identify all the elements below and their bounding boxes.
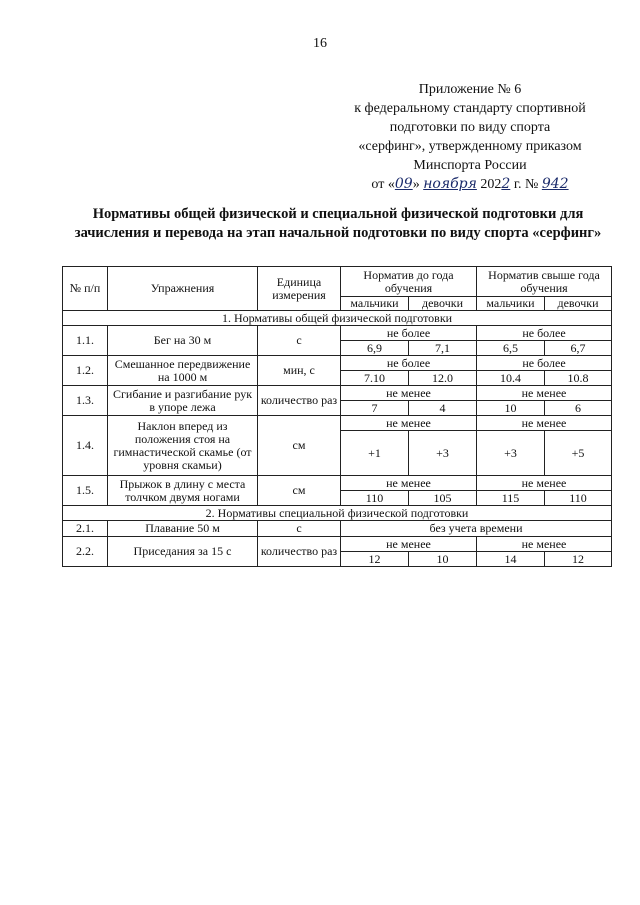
- date-day-handwritten: 09: [394, 176, 413, 192]
- condition: не менее: [341, 537, 477, 552]
- date-year-digit-handwritten: 2: [501, 176, 511, 192]
- value-cell: +3: [409, 431, 477, 476]
- header-girls: девочки: [545, 297, 612, 311]
- condition: не менее: [477, 386, 612, 401]
- value-cell: 4: [409, 401, 477, 416]
- header-boys: мальчики: [341, 297, 409, 311]
- appendix-line: Минспорта России: [413, 158, 527, 173]
- value-cell: 7.10: [341, 371, 409, 386]
- section-heading: 1. Нормативы общей физической подготовки: [63, 311, 612, 326]
- row-number: 1.2.: [63, 356, 108, 386]
- condition: не более: [341, 356, 477, 371]
- row-number: 2.2.: [63, 537, 108, 567]
- condition: не менее: [341, 386, 477, 401]
- date-month-handwritten: ноября: [423, 176, 477, 192]
- value-cell: 110: [341, 491, 409, 506]
- row-number: 1.5.: [63, 476, 108, 506]
- header-exercise: Упражнения: [108, 267, 258, 311]
- order-number-handwritten: 942: [541, 176, 569, 192]
- document-title: Нормативы общей физической и специальной физической подготовки для зачисления и перевода на этап начальной подготовки по виду спорта «серфинг»: [74, 206, 602, 241]
- unit: см: [258, 476, 341, 506]
- value-cell: +5: [545, 431, 612, 476]
- appendix-line: к федеральному стандарту спортивной: [354, 101, 586, 116]
- header-group-over-year: Норматив свыше года обучения: [477, 267, 612, 297]
- value-cell: 12: [545, 552, 612, 567]
- value-cell: 10.8: [545, 371, 612, 386]
- value-cell: 10: [477, 401, 545, 416]
- header-group-first-year: Норматив до года обучения: [341, 267, 477, 297]
- value-cell: 14: [477, 552, 545, 567]
- value-cell: 10.4: [477, 371, 545, 386]
- condition: не менее: [341, 476, 477, 491]
- date-year-prefix: 202: [480, 177, 502, 192]
- section-heading: 2. Нормативы специальной физической подготовки: [63, 506, 612, 521]
- date-mid: »: [412, 177, 420, 192]
- condition: не более: [477, 326, 612, 341]
- value-cell: +3: [477, 431, 545, 476]
- unit: мин, с: [258, 356, 341, 386]
- condition: не более: [341, 326, 477, 341]
- header-num: № п/п: [63, 267, 108, 311]
- value-cell: 7,1: [409, 341, 477, 356]
- appendix-date-line: [340, 175, 600, 194]
- row-number: 1.3.: [63, 386, 108, 416]
- value-cell: 105: [409, 491, 477, 506]
- row-number: 1.4.: [63, 416, 108, 476]
- row-number: 1.1.: [63, 326, 108, 356]
- unit: с: [258, 326, 341, 356]
- value-cell: 12.0: [409, 371, 477, 386]
- unit: см: [258, 416, 341, 476]
- header-girls: девочки: [409, 297, 477, 311]
- value-cell: 6: [545, 401, 612, 416]
- exercise-name: Плавание 50 м: [108, 521, 258, 537]
- condition: не менее: [477, 537, 612, 552]
- header-unit: Единица измерения: [258, 267, 341, 311]
- appendix-block: [340, 80, 600, 194]
- condition: не менее: [477, 476, 612, 491]
- exercise-name: Наклон вперед из положения стоя на гимнастической скамье (от уровня скамьи): [108, 416, 258, 476]
- exercise-name: Сгибание и разгибание рук в упоре лежа: [108, 386, 258, 416]
- value-cell: 10: [409, 552, 477, 567]
- value-cell: 12: [341, 552, 409, 567]
- unit: количество раз: [258, 386, 341, 416]
- appendix-line: подготовки по виду спорта: [389, 120, 551, 135]
- row-number: 2.1.: [63, 521, 108, 537]
- condition: не менее: [477, 416, 612, 431]
- exercise-name: Бег на 30 м: [108, 326, 258, 356]
- appendix-line: Приложение № 6: [418, 82, 522, 97]
- date-suffix: г. №: [510, 177, 542, 192]
- unit: с: [258, 521, 341, 537]
- value-cell: 6,9: [341, 341, 409, 356]
- value-cell: 6,5: [477, 341, 545, 356]
- unit: количество раз: [258, 537, 341, 567]
- value-cell: 115: [477, 491, 545, 506]
- date-prefix: от «: [371, 177, 395, 192]
- condition: не менее: [341, 416, 477, 431]
- norms-table: [62, 266, 612, 567]
- appendix-line: «серфинг», утвержденному приказом: [358, 139, 582, 154]
- exercise-name: Смешанное передвижение на 1000 м: [108, 356, 258, 386]
- header-boys: мальчики: [477, 297, 545, 311]
- exercise-name: Приседания за 15 с: [108, 537, 258, 567]
- condition: не более: [477, 356, 612, 371]
- page-number: 16: [313, 36, 327, 51]
- value-cell: без учета времени: [341, 521, 612, 537]
- value-cell: 7: [341, 401, 409, 416]
- exercise-name: Прыжок в длину с места толчком двумя ногами: [108, 476, 258, 506]
- value-cell: 6,7: [545, 341, 612, 356]
- value-cell: 110: [545, 491, 612, 506]
- value-cell: +1: [341, 431, 409, 476]
